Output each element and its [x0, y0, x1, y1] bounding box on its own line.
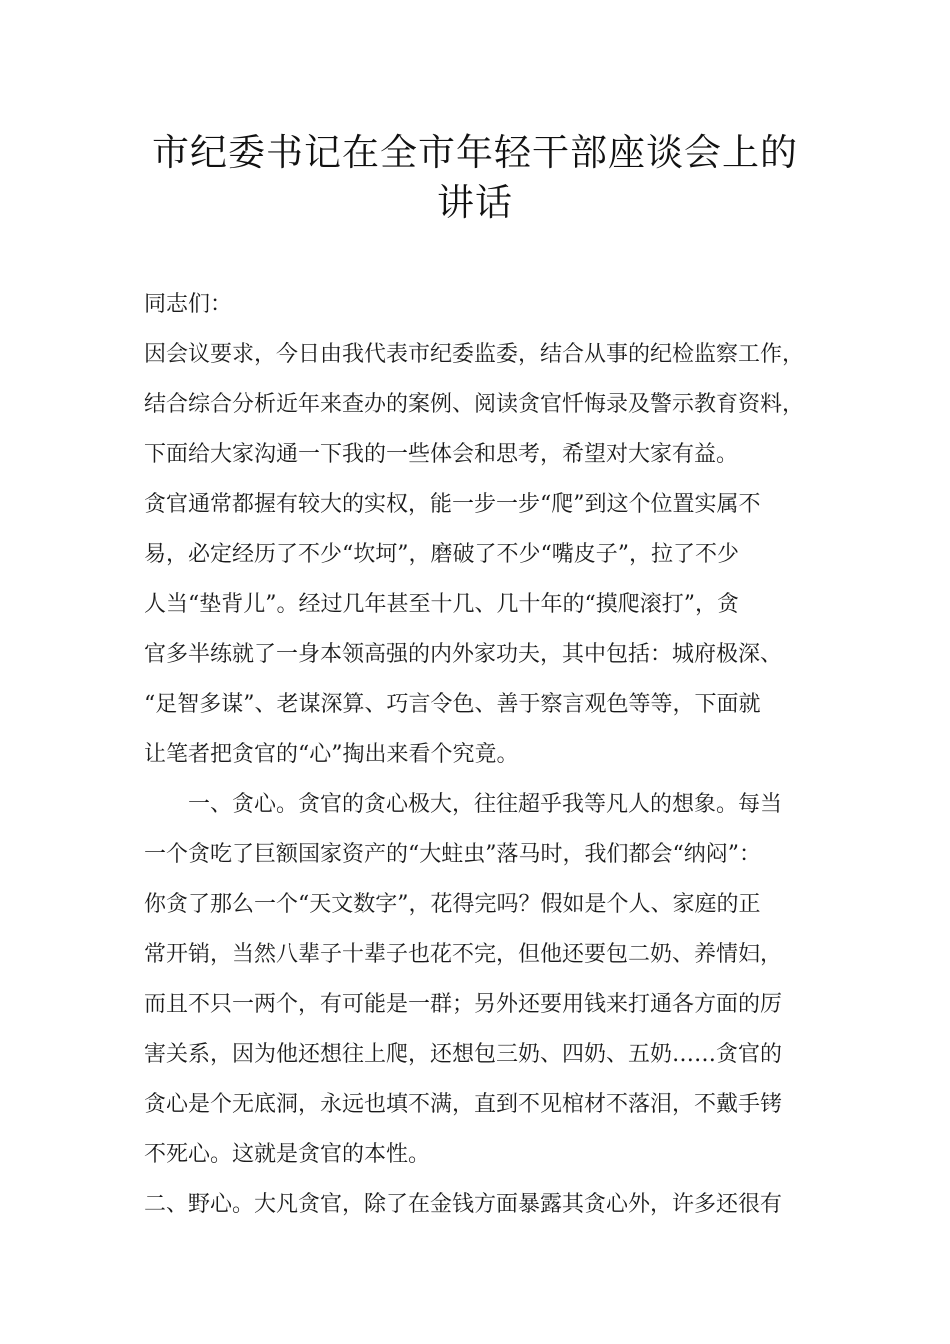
- text-line: 不死心。这就是贪官的本性。: [144, 1142, 431, 1167]
- text-line: 官多半练就了一身本领高强的内外家功夫，其中包括：城府极深、: [144, 642, 783, 667]
- title-line: 讲话: [437, 181, 513, 224]
- paragraph-intro: [144, 330, 824, 480]
- document-body: [144, 280, 824, 1230]
- text-line: 贪心是个无底洞，永远也填不满，直到不见棺材不落泪，不戴手铐: [144, 1092, 783, 1117]
- text-line: 结合综合分析近年来查办的案例、阅读贪官忏悔录及警示教育资料，: [144, 392, 805, 417]
- text-line: 你贪了那么一个“天文数字”，花得完吗？假如是个人、家庭的正: [144, 892, 761, 917]
- document-title: [130, 128, 820, 228]
- text-line: 人当“垫背儿”。经过几年甚至十几、几十年的“摸爬滚打”，贪: [144, 592, 739, 617]
- paragraph-section-one: [144, 780, 824, 1180]
- text-line: “足智多谋”、老谋深算、巧言令色、善于察言观色等等，下面就: [144, 692, 761, 717]
- text-line: 害关系，因为他还想往上爬，还想包三奶、四奶、五奶……贪官的: [144, 1042, 783, 1067]
- title-line: 市纪委书记在全市年轻干部座谈会上的: [152, 131, 798, 174]
- text-line: 下面给大家沟通一下我的一些体会和思考，希望对大家有益。: [144, 442, 739, 467]
- paragraph-overview: [144, 480, 824, 780]
- text-line: 一、贪心。贪官的贪心极大，往往超乎我等凡人的想象。每当: [188, 792, 783, 817]
- text-line: 贪官通常都握有较大的实权，能一步一步“爬”到这个位置实属不: [144, 492, 761, 517]
- text-line: 二、野心。大凡贪官，除了在金钱方面暴露其贪心外，许多还很有: [144, 1192, 783, 1217]
- paragraph-salutation: [144, 280, 824, 330]
- text-line: 一个贪吃了巨额国家资产的“大蛀虫”落马时，我们都会“纳闷”：: [144, 842, 761, 867]
- text-line: 因会议要求，今日由我代表市纪委监委，结合从事的纪检监察工作，: [144, 342, 805, 367]
- text-line: 常开销，当然八辈子十辈子也花不完，但他还要包二奶、养情妇，: [144, 942, 783, 967]
- text-line: 易，必定经历了不少“坎坷”，磨破了不少“嘴皮子”，拉了不少: [144, 542, 739, 567]
- text-line: 而且不只一两个，有可能是一群；另外还要用钱来打通各方面的厉: [144, 992, 783, 1017]
- text-line: 让笔者把贪官的“心”掏出来看个究竟。: [144, 742, 519, 767]
- text-line: 同志们：: [144, 292, 233, 317]
- paragraph-section-two: [144, 1180, 824, 1230]
